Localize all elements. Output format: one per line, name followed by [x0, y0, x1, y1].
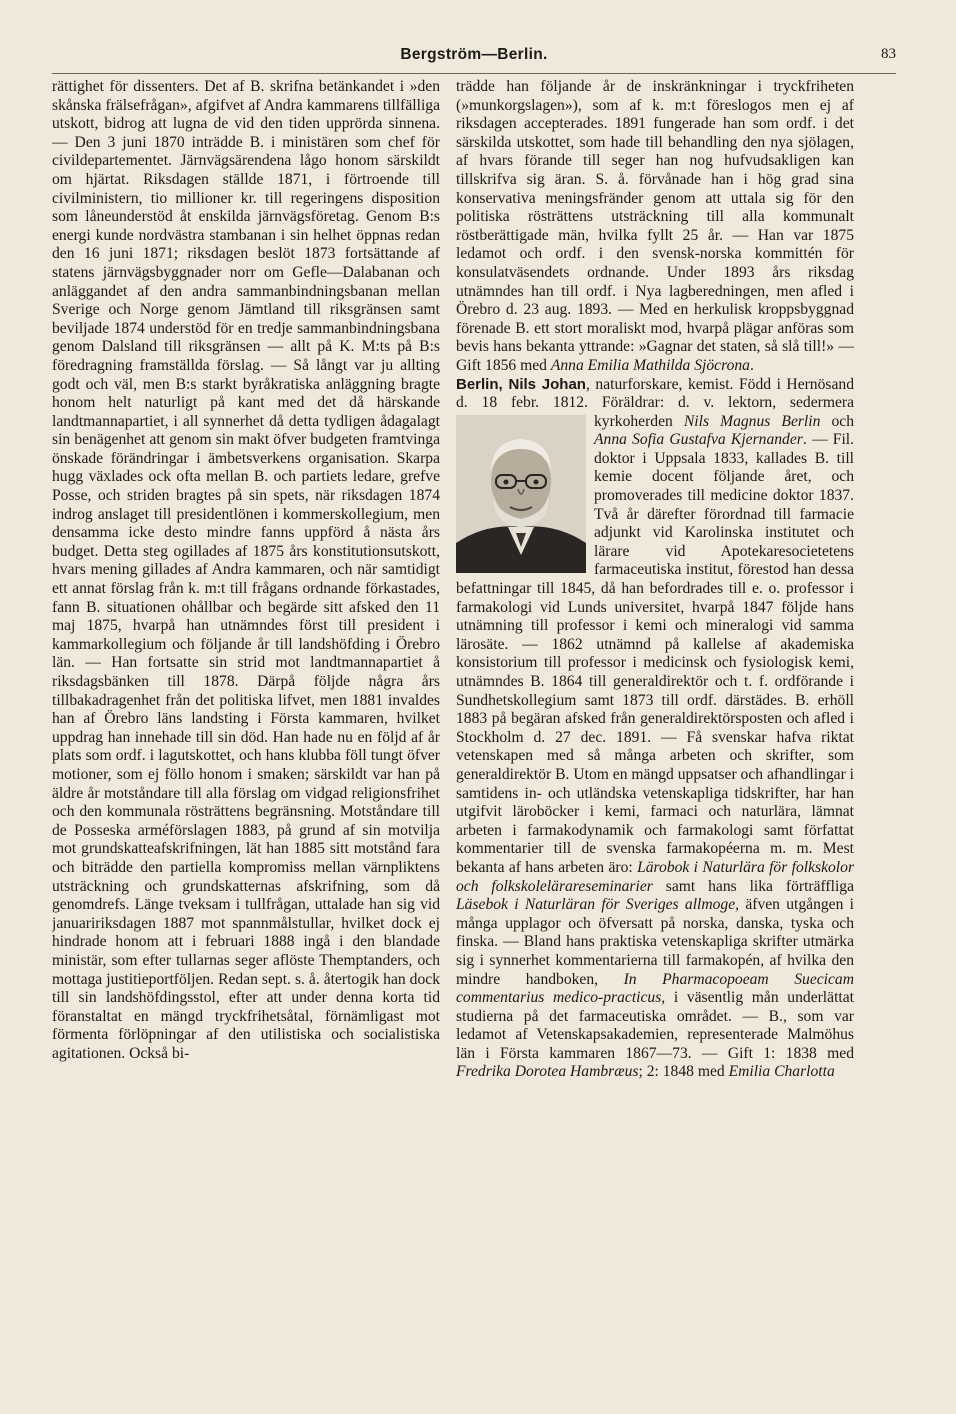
- header-rule: [52, 73, 896, 74]
- and-word: och: [831, 412, 854, 430]
- work-title-2: Läsebok i Naturläran för Sveriges allmoge,: [456, 896, 740, 914]
- continuation-text: trädde han följande år de inskränkningar i tryckfriheten (»munkorgslagen»), som af k. m:t föreslogos men ej af riksdagen accepterades. 1891 fungerade han som ordf. i det särskilda utskottet, som hade till behandling den nya sjölagen, af hvars förande till seger han nog hufvudsakligen kan tillskrifva sig äran. S. å. förvånade han i hög grad sina konservativa meningsfränder genom att uttala sig för den politiska rösträttens utsträckning till alla kommunalt röstberättigade män, hvilka fyllt 25 år. — Han var 1875 ledamot och ordf. i den svensk-norska kommittén för konsulatväsendets ordnande. Under 1893 års riksdag utnämndes han till ordf. i Nya lagberedningen, men afled i Örebro d. 23 aug. 1893. — Med en herkulisk kroppsbyggnad förenade B. ett stort moraliskt mod, hvarpå plägar anföras som bevis hans bekanta yttrande: »Gagnar det staten, så slå till!» — Gift 1856 med: [456, 78, 854, 374]
- page-header: [52, 46, 896, 72]
- entry-biography-3: i väsentlig mån underlättat studierna på det farmaceutiska området. — B., som var ledamot af Vetenskapsakademien, representerade Malmöhus län i Första kammaren 1867—73. — Gift 1: 1838 med: [456, 989, 854, 1062]
- work-title-3: In Pharmacopoeam Suecicam commentarius medico-practicus,: [456, 970, 854, 1007]
- page-number: 83: [881, 46, 896, 62]
- right-column: [456, 78, 854, 1340]
- entry-biography-2: äfven utgången i många upplagor och öfversatt på norska, danska, tyska och finska. — Bland hans praktiska vetenskapliga skrifter utmärka sig i synnerhet kommentarierna till farmakopén, af hvilka den mindre handboken,: [456, 896, 854, 988]
- spouse-name-3: Emilia Charlotta: [728, 1063, 835, 1081]
- left-column-text: rättighet för dissenters. Det af B. skrifna betänkandet i »den skånska frälsefrågan», afgifvet af Andra kammarens tillfälliga utskott, bidrog att lugna de vid den tiden upprörda sinnena. — Den 3 juni 1870 inträdde B. i ministären som chef för civildepartementet. Järnvägsärendena lågo honom särskildt om hjärtat. Riksdagen ställde 1871, i förtroende till civilministern, tio millioner kr. till regeringens disposition som låneunderstöd åt enskilda järnvägsföretag. Genom B:s energi kunde nordvästra stambanan i sin helhet öppnas redan den 16 juni 1871; riksdagen beslöt 1873 fortsättande af statens järnvägsbyggnader norr om Gefle—Dalabanan och anläggandet af den andra sammanbindningsbanan mellan Sverige och Norge genom Jämtland till riksgränsen samt beviljade 1874 understöd för en tredje sammanbindningsbana genom Dalsland till riksgränsen — allt på K. M:ts på B:s föredragning framställda förslag. — Så långt var ju allting godt och väl, men B:s starkt byråkratiska anläggning bragte honom helt naturligt på kant med det då härskande landtmannapartiet, i all synnerhet då detta tydligen ådagalagt sin benägenhet att genom sin makt öfver budgeten framtvinga önskade förändringar i ämbetsverkens organisation. Skarpa hugg växlades ock ofta mellan B. och partiets ledare, grefve Posse, och striden bragtes på sin spets, när riksdagen 1874 indrog anslaget till presidentlönen i kommerskollegium, men densamma icke desto mindre fanns uppförd å nästa års budget. Detta steg ogillades af 1875 års konstitutionsutskott, hvars mening gillades af Andra kammaren, och när samtidigt ett annat förslag från k. m:t till frågans ordnande förkastades, fann B. situationen ohållbar och begärde sitt afsked den 11 maj 1875, hvarpå han utnämndes först till president i kammarkollegium och följande år till landshöfding i Örebro län. — Han fortsatte sin strid mot landtmannapartiet å riksdagsbänken till 1878. Därpå följde några års tillbakadragenhet från det politiska lifvet, men 1881 invaldes han af Örebro läns landsting i Första kammaren, hvilket uppdrag han innehade till sin död. Han hade nu en följd af år plats som ordf. i lagutskottet, och hans klubba föll tungt öfver motioner, som ej föllo honom i smaken; särskildt var han på äldre år motståndare till alla förslag om vidgad religionsfrihet och den kommunala rösträttens begränsning. Motståndare till de Posseska arméförslagen 1883, på grund af sin motvilja mot grundskatteafskrifningen, lät han 1885 sitt motstånd fara och biträdde den partiella kompromiss mellan värnpliktens utsträckning och grundskatternas afskrifning, som då genomdrefs. Länge tveksam i tullfrågan, uttalade han sig vid januaririksdagen 1887 mot spannmålstullar, hvilket dock ej hindrade honom att i februari 1888 ingå i den blandade ministär, som efter tullarnas seger aflöste Themptanders, och mottaga justitieportföljen. Redan sept. s. å. återtogik han dock till sin landshöfdingsstol, efter att under denna korta tid föranstaltat en mängd tryckfrihetsåtal, förnämligast mot förmenta förlöpningar af den utilistiska och socialistiska agitationen. Också bi-: [52, 78, 440, 1062]
- work-title-1: Lärobok i Naturlära för folkskolor och folkskolelärareseminarier: [456, 858, 854, 895]
- spouse-name-1: Anna Emilia Mathilda Sjöcrona: [550, 356, 750, 374]
- father-name: Nils Magnus Berlin: [683, 412, 821, 430]
- right-column-text-1: trädde han följande år de inskränkningar i tryckfriheten (»munkorgslagen»), som af k. m:t föreslogos men ej af riksdagen accepterades. 1891 fungerade han som ordf. i det särskilda utskottet, som hade till behandling den nya sjölagen, af hvars förande till seger han nog hufvudsakligen kan tillskrifva sig äran. S. å. förvånade han i hög grad sina konservativa meningsfränder genom att uttala sig för den politiska rösträttens utsträckning till alla kommunalt röstberättigade män, hvilka fyllt 25 år. — Han var 1875 ledamot och ordf. i den svensk-norska kommittén för konsulatväsendets ordnande. Under 1893 års riksdag utnämndes han till ordf. i Nya lagberedningen, men afled i Örebro d. 23 aug. 1893. — Med en herkulisk kroppsbyggnad förenade B. ett stort moraliskt mod, hvarpå plägar anföras som bevis hans bekanta yttrande: »Gagnar det staten, så slå till!» — Gift 1856 med Anna Emilia Mathilda Sjöcrona.: [456, 78, 854, 374]
- left-column: [52, 78, 440, 1340]
- entry-berlin-nils-johan: [456, 376, 854, 1083]
- running-head: Bergström—Berlin.: [400, 46, 548, 63]
- portrait-image: [456, 415, 586, 573]
- between-works: samt hans lika förträffliga: [665, 877, 854, 895]
- mother-name: Anna Sofia Gustafva Kjernander: [594, 431, 803, 449]
- spouse-name-2: Fredrika Dorotea Hambræus: [456, 1063, 639, 1081]
- entry-headword: Berlin, Nils Johan: [456, 375, 586, 393]
- second-marriage: ; 2: 1848 med: [638, 1063, 725, 1081]
- entry-biography: . — Fil. doktor i Uppsala 1833, kallades B. till kemie docent följande året, och promoverades till medicine doktor 1837. Två år därefter förordnad till farmacie adjunkt vid Karolinska institutet och lärare vid Apotekaresocietetens farmaceutiska institut, förestod han dessa befattningar till 1845, då han befordrades till e. o. professor i farmakologi vid Lunds universitet, hvarpå 1847 följde hans utnämning till professor i kemi och mineralogi vid samma lärosäte. — 1862 utnämnd på kallelse af akademiska konsistorium till professor i medicinsk och fysiologisk kemi, utnämndes B. 1864 till generaldirektör och t. f. ordförande i Sundhetskollegium samt 1873 till ordf. därstädes. B. erhöll 1883 på begäran afsked från generaldirektörsposten och afled i Stockholm d. 27 dec. 1891. — Få svenskar hafva riktat vetenskapen med så många arbeten och skrifter, som generaldirektör B. Utom en mängd uppsatser och afhandlingar i samtidens in- och utländska vetenskapliga tidskrifter, har han utgifvit läroböcker i kemi, farmaci och naturlära, lämnat arbeten i farmakodynamik och farmakologi samt författat kommentarier till de svenska farmakopéerna m. m. Mest bekanta af hans arbeten äro:: [456, 431, 854, 876]
- portrait-illustration: [456, 415, 586, 573]
- entry-intro: , naturforskare, kemist. Född i Hernösand d. 18 febr. 1812. Föräldrar: d. v. lektorn, sedermera kyrkoherden: [456, 375, 854, 430]
